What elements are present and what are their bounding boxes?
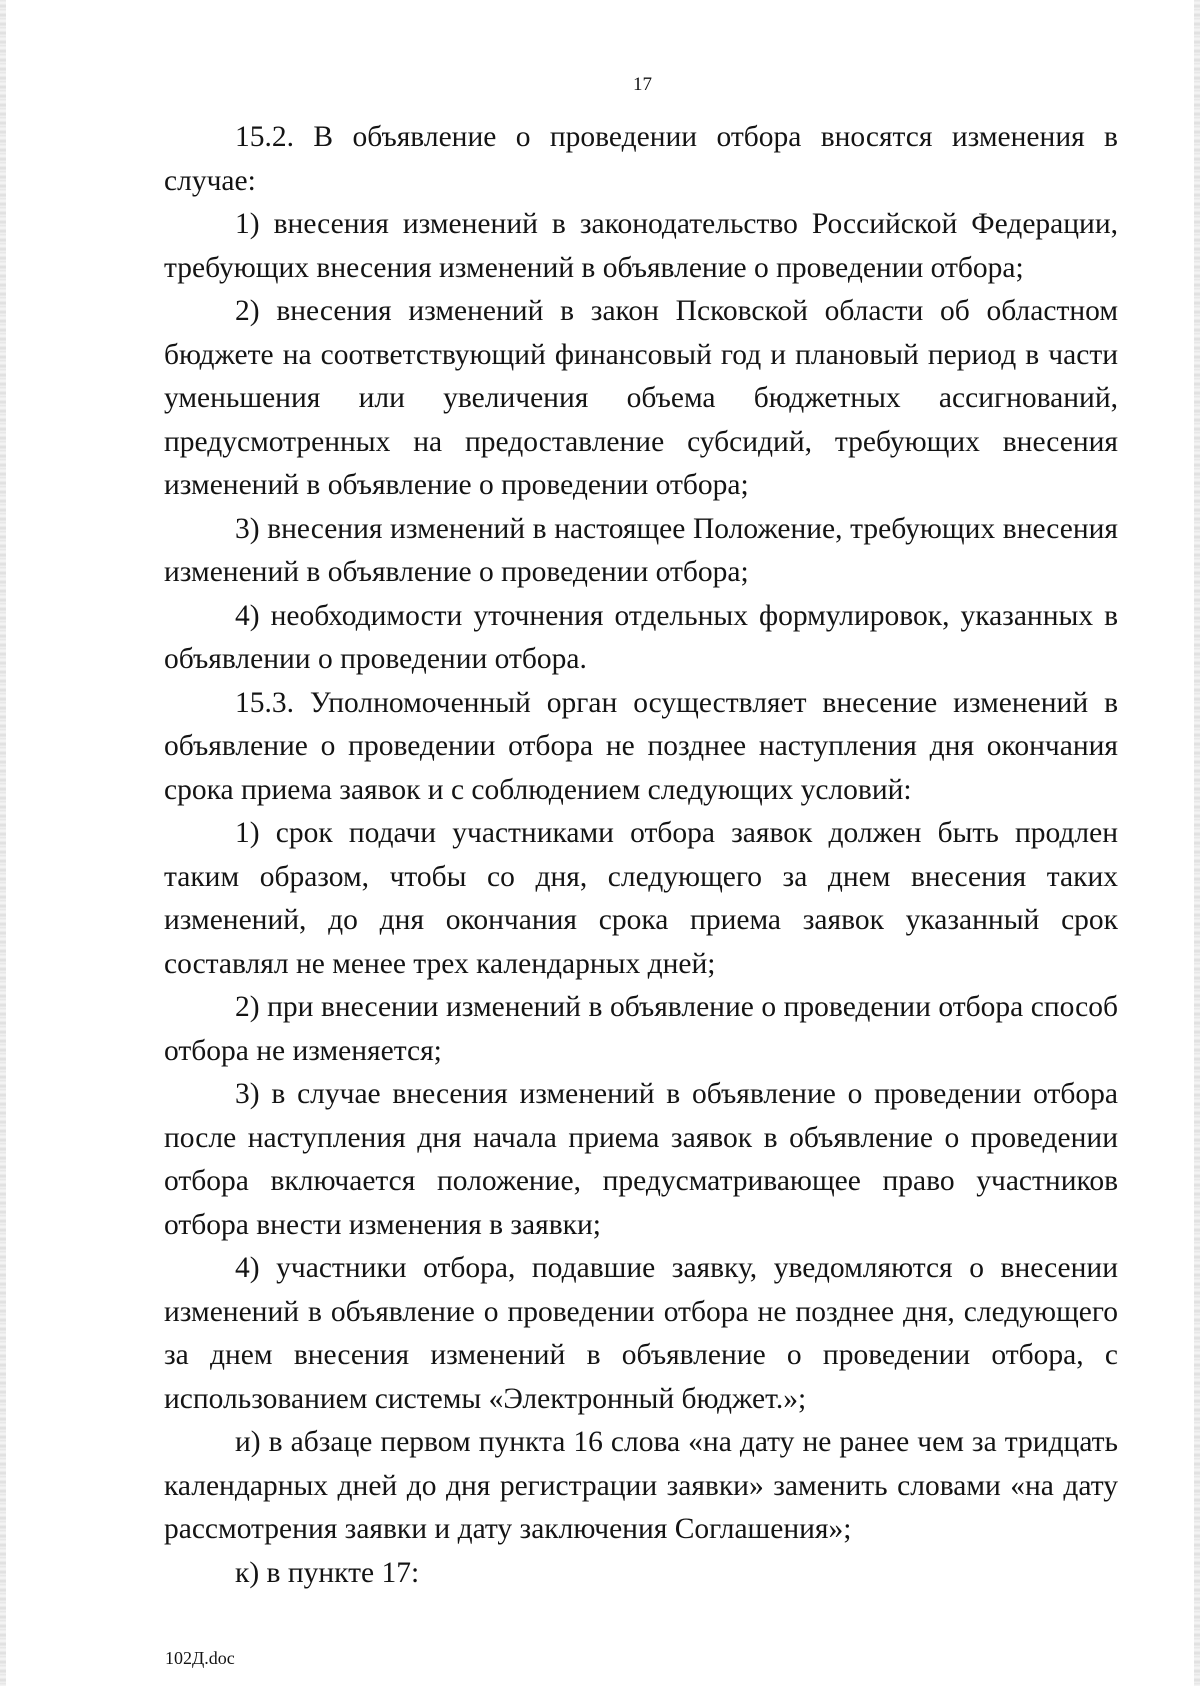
paragraph-15-2-item-4: 4) необходимости уточнения отдельных формулировок, указанных в объявлении о проведении отбора.: [164, 599, 1118, 675]
paragraph-15-2: 15.2. В объявление о проведении отбора вносятся изменения в случае:: [164, 121, 1118, 197]
paragraph-15-2-item-1: 1) внесения изменений в законодательство Российской Федерации, требующих внесения изменений в объявление о проведении отбора;: [164, 208, 1118, 284]
paragraph-15-3: 15.3. Уполномоченный орган осуществляет внесение изменений в объявление о проведении отбора не позднее наступления дня окончания срока приема заявок и с соблюдением следующих условий:: [164, 686, 1118, 806]
scan-edge-right: [1194, 0, 1200, 1686]
paragraph-amendment-k: к) в пункте 17:: [235, 1556, 420, 1589]
footer-filename: 102Д.doc: [165, 1648, 235, 1668]
paragraph-amendment-i: и) в абзаце первом пункта 16 слова «на дату не ранее чем за тридцать календарных дней до дня регистрации заявки» заменить словами «на дату рассмотрения заявки и дату заключения Соглашения»;: [164, 1426, 1118, 1545]
paragraph-15-2-item-3: 3) внесения изменений в настоящее Положение, требующих внесения изменений в объявление о проведении отбора;: [164, 512, 1118, 588]
paragraph-15-2-item-2: 2) внесения изменений в закон Псковской области об областном бюджете на соответствующий финансовый год и плановый период в части уменьшения или увеличения объема бюджетных ассигнований, предусмотренных на предоставление субсидий, требующих внесения изменений в объявление о проведении отбора;: [164, 295, 1118, 501]
page-number: 17: [633, 74, 652, 95]
document-body: [164, 116, 1118, 1595]
scan-edge-left: [0, 0, 6, 1686]
paragraph-15-3-item-2: 2) при внесении изменений в объявление о проведении отбора способ отбора не изменяется;: [164, 991, 1118, 1067]
paragraph-15-3-item-1: 1) срок подачи участниками отбора заявок должен быть продлен таким образом, чтобы со дня, следующего за днем внесения таких изменений, до дня окончания срока приема заявок указанный срок составлял не менее трех календарных дней;: [164, 817, 1118, 980]
paragraph-15-3-item-3: 3) в случае внесения изменений в объявление о проведении отбора после наступления дня начала приема заявок в объявление о проведении отбора включается положение, предусматривающее право участников отбора внести изменения в заявки;: [164, 1078, 1118, 1241]
paragraph-15-3-item-4: 4) участники отбора, подавшие заявку, уведомляются о внесении изменений в объявление о проведении отбора не позднее дня, следующего за днем внесения изменений в объявление о проведении отбора, с использованием системы «Электронный бюджет.»;: [164, 1252, 1118, 1415]
